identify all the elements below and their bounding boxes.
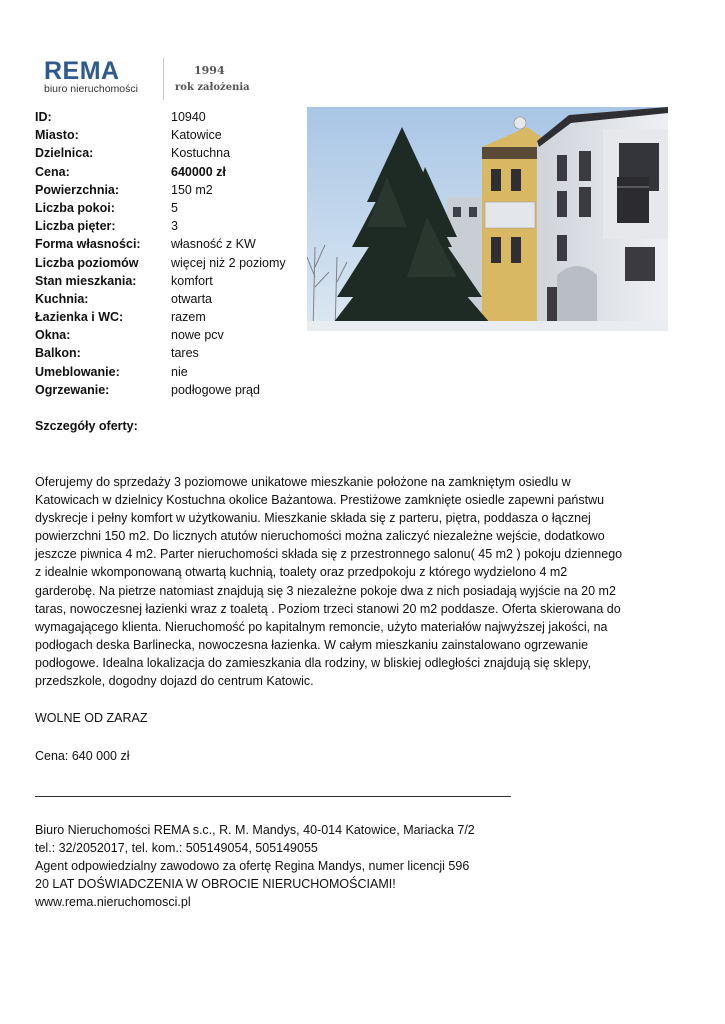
- description-line: powierzchni 150 m2. Do licznych atutów nieruchomości można zaliczyć niezależne wejście, dodatkowo: [35, 529, 605, 544]
- spec-floors: Liczba pięter: 3: [35, 219, 178, 234]
- description-line: podłogowe. Idealna lokalizacja do zamieszkania dla rodziny, w bliskiej odległości znajdują się sklepy,: [35, 655, 592, 670]
- agency-website[interactable]: www.rema.nieruchomosci.pl: [35, 895, 191, 910]
- agency-slogan: 20 LAT DOŚWIADCZENIA W OBROCIE NIERUCHOMOŚCIAMI!: [35, 877, 396, 892]
- description-line: dyskrecje i pełny komfort w użytkowaniu. Mieszkanie składa się z parteru, piętra, poddasza o łącznej: [35, 511, 591, 526]
- description-line: garderobę. Na pietrze natomiast znajdują się 3 niezależne pokoje dwa z nich posiadają wyjście na 20 m2: [35, 583, 616, 598]
- agency-footer: [35, 821, 475, 911]
- description-line: przedszkole, dogodny dojazd do centrum Katowic.: [35, 674, 314, 689]
- spec-ownership: Forma własności: własność z KW: [35, 237, 256, 252]
- spec-windows: Okna: nowe pcv: [35, 328, 224, 343]
- description-line: podłogach deska Barlinecka, nowoczesna łazienka. W całym mieszkaniu zainstalowano ogrzewanie: [35, 637, 589, 652]
- description-line: wymagającego klienta. Nieruchomość po kapitalnym remoncie, użyto materiałów najwyższej jakości, na: [35, 619, 608, 634]
- spec-balcony: Balkon: tares: [35, 346, 199, 361]
- divider: [35, 796, 511, 797]
- offer-description: [35, 473, 655, 690]
- spec-area: Powierzchnia: 150 m2: [35, 182, 213, 197]
- spec-levels: Liczba poziomów więcej niż 2 poziomy: [35, 255, 286, 270]
- logo-subtitle: biuro nieruchomości: [44, 83, 138, 95]
- details-title: Szczegóły oferty:: [35, 419, 138, 433]
- logo-brand: REMA: [44, 57, 120, 85]
- spec-district: Dzielnica: Kostuchna: [35, 146, 231, 161]
- description-line: jeszcze piwnica 4 m2. Parter nieruchomości składa się z przestronnego salonu( 45 m2 ) pokoju dziennego: [35, 547, 623, 562]
- description-line: taras, nowoczesnej łazienki wraz z toaletą . Poziom trzeci stanowi 20 m2 poddasze. Oferta skierowana do: [35, 601, 621, 616]
- logo-divider: [163, 58, 164, 100]
- company-logo: [44, 58, 254, 102]
- spec-furnishing: Umeblowanie: nie: [35, 364, 188, 379]
- spec-kitchen: Kuchnia: otwarta: [35, 291, 212, 306]
- description-line: z idealnie wkomponowaną otwartą kuchnią, toalety oraz przedpokoju z którego wydzielono 4 m2: [35, 565, 568, 580]
- availability-note: WOLNE OD ZARAZ: [35, 711, 148, 725]
- spec-rooms: Liczba pokoi: 5: [35, 200, 178, 215]
- price-summary: Cena: 640 000 zł: [35, 749, 130, 763]
- property-specs: [35, 108, 305, 399]
- description-line: Oferujemy do sprzedaży 3 poziomowe unikatowe mieszkanie położone na zamkniętym osiedlu w: [35, 475, 571, 489]
- agent-info: Agent odpowiedzialny zawodowo za ofertę Regina Mandys, numer licencji 596: [35, 859, 470, 874]
- spec-city: Miasto: Katowice: [35, 128, 222, 143]
- logo-founded: rok założenia: [175, 82, 250, 93]
- logo-year: 1994: [194, 64, 225, 77]
- spec-condition: Stan mieszkania: komfort: [35, 273, 213, 288]
- description-line: Katowicach w dzielnicy Kostuchna okolice Bażantowa. Prestiżowe zamknięte osiedle zapewni państwu: [35, 493, 605, 508]
- spec-price: Cena: 640000 zł: [35, 164, 226, 179]
- spec-id: ID: 10940: [35, 110, 206, 124]
- property-photo: [307, 107, 668, 331]
- agency-address: Biuro Nieruchomości REMA s.c., R. M. Mandys, 40-014 Katowice, Mariacka 7/2: [35, 823, 475, 837]
- spec-bathroom: Łazienka i WC: razem: [35, 310, 206, 325]
- agency-phones: tel.: 32/2052017, tel. kom.: 505149054, 505149055: [35, 841, 318, 856]
- spec-heating: Ogrzewanie: podłogowe prąd: [35, 382, 260, 397]
